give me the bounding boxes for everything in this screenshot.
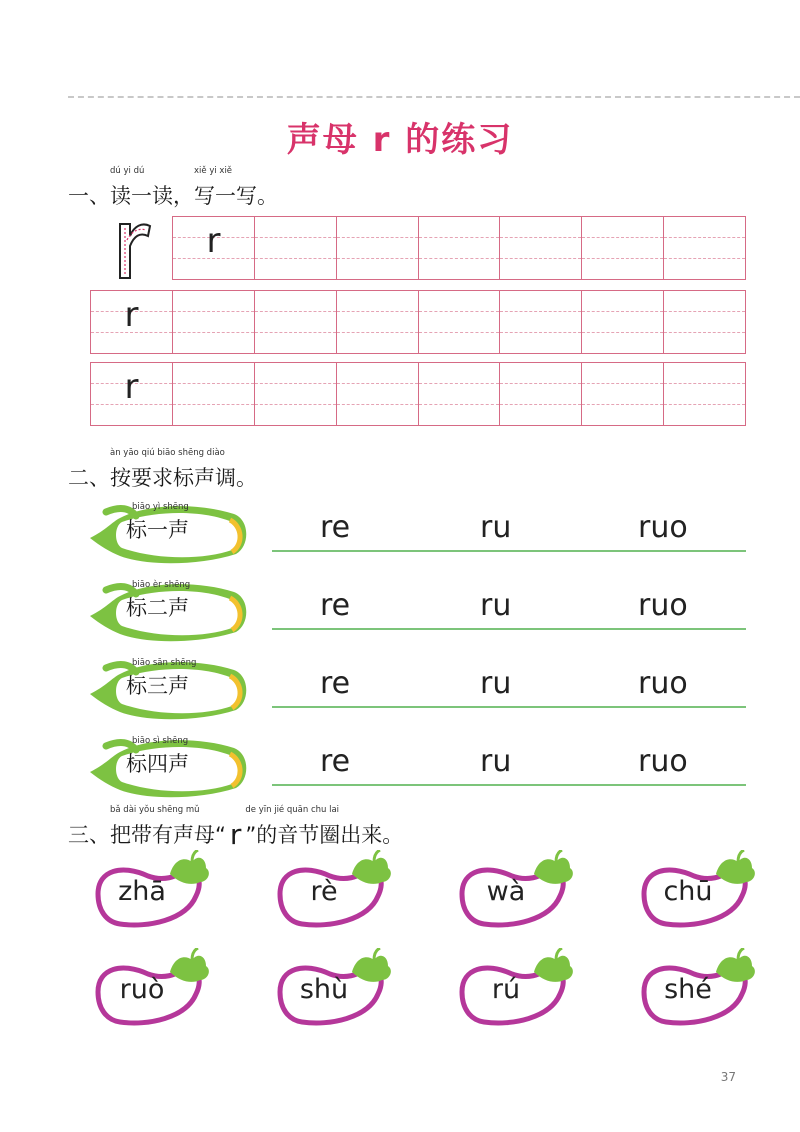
syllable[interactable]: ruo <box>638 744 688 779</box>
eggplant-syllable[interactable] <box>274 948 394 1028</box>
tone-label-pinyin: biāo sì shēng <box>132 736 189 746</box>
eggplant-syllable[interactable] <box>274 850 394 930</box>
tone-label: 标四声 <box>126 752 189 776</box>
writing-cell[interactable] <box>255 217 337 279</box>
writing-cell[interactable] <box>337 217 419 279</box>
writing-cell[interactable] <box>664 291 745 353</box>
syllable[interactable]: ruo <box>638 666 688 701</box>
writing-cell[interactable] <box>337 363 419 425</box>
section1-word: xiě yi xiě 写一写 <box>194 166 257 208</box>
section1-word: dú yi dú 读一读 <box>110 166 173 208</box>
writing-cell[interactable] <box>419 217 501 279</box>
stroke-order-r-icon <box>112 216 152 282</box>
eggplant-syllable-text: shù <box>299 974 349 1005</box>
writing-cell[interactable] <box>173 291 255 353</box>
eggplant-syllable[interactable] <box>456 850 576 930</box>
answer-line[interactable] <box>272 784 746 786</box>
tone-row <box>86 656 746 726</box>
eggplant-syllable-text: zhā <box>118 876 166 907</box>
top-dashed-divider <box>68 96 800 98</box>
syllable[interactable]: ruo <box>638 588 688 623</box>
eggplant-syllable-text: rú <box>491 974 521 1005</box>
eggplant-syllable-text: shé <box>664 974 712 1005</box>
eggplant-syllable[interactable] <box>92 850 212 930</box>
writing-cell[interactable] <box>582 217 664 279</box>
writing-cell[interactable] <box>582 291 664 353</box>
section3-word: bǎ dài yǒu shēng mǔ 把带有声母“ <box>110 805 226 847</box>
tone-row <box>86 578 746 648</box>
writing-cell[interactable]: r <box>173 217 255 279</box>
writing-cell[interactable] <box>500 217 582 279</box>
writing-cell[interactable] <box>419 363 501 425</box>
syllable[interactable]: ru <box>480 588 512 623</box>
section3-number: 三、 <box>68 823 110 847</box>
tone-label-pinyin: biāo sān shēng <box>132 658 197 668</box>
syllable[interactable]: re <box>320 666 351 701</box>
writing-cell[interactable] <box>419 291 501 353</box>
section3-letter: r <box>229 818 242 851</box>
answer-line[interactable] <box>272 550 746 552</box>
syllable[interactable]: ru <box>480 510 512 545</box>
tone-label: 标一声 <box>126 518 189 542</box>
section2-word: àn yāo qiú biāo shēng diào 按要求标声调 <box>110 448 236 490</box>
page-number: 37 <box>720 1070 736 1084</box>
tone-row <box>86 500 746 570</box>
section2-number: 二、 <box>68 466 110 490</box>
eggplant-syllable-text: ruò <box>119 974 165 1005</box>
eggplant-syllable-text: chū <box>663 876 713 907</box>
eggplant-syllable-text: wà <box>486 876 526 907</box>
writing-cell[interactable] <box>255 291 337 353</box>
writing-cell[interactable]: r <box>91 363 173 425</box>
eggplant-syllable[interactable] <box>638 948 758 1028</box>
page-title: 声母 r 的练习 <box>286 120 514 160</box>
eggplant-syllable[interactable] <box>456 948 576 1028</box>
writing-cell[interactable] <box>500 291 582 353</box>
section1-number: 一、 <box>68 184 110 208</box>
tone-label: 标三声 <box>126 674 189 698</box>
writing-grid-row-2 <box>90 290 746 354</box>
section3-heading <box>68 805 404 851</box>
section1-heading: 一、 dú yi dú 读一读， xiě yi xiě 写一写。 <box>68 166 278 208</box>
writing-grid-row-1 <box>172 216 746 280</box>
answer-line[interactable] <box>272 628 746 630</box>
writing-cell[interactable] <box>582 363 664 425</box>
tone-label: 标二声 <box>126 596 189 620</box>
writing-grid-row-3 <box>90 362 746 426</box>
syllable[interactable]: ru <box>480 666 512 701</box>
eggplant-syllable-text: rè <box>310 876 338 907</box>
tone-label-pinyin: biāo yì shēng <box>132 502 189 512</box>
tone-row <box>86 734 746 804</box>
writing-cell[interactable]: r <box>91 291 173 353</box>
section2-heading: 二、 àn yāo qiú biāo shēng diào 按要求标声调。 <box>68 448 257 490</box>
syllable[interactable]: re <box>320 510 351 545</box>
syllable[interactable]: re <box>320 588 351 623</box>
writing-cell[interactable] <box>664 363 745 425</box>
writing-cell[interactable] <box>500 363 582 425</box>
eggplant-syllable[interactable] <box>92 948 212 1028</box>
writing-cell[interactable] <box>173 363 255 425</box>
answer-line[interactable] <box>272 706 746 708</box>
tone-label-pinyin: biāo èr shēng <box>132 580 191 590</box>
section3-word: de yīn jié quān chu lai ”的音节圈出来。 <box>245 805 404 847</box>
eggplant-syllable[interactable] <box>638 850 758 930</box>
writing-cell[interactable] <box>255 363 337 425</box>
syllable[interactable]: ru <box>480 744 512 779</box>
syllable[interactable]: re <box>320 744 351 779</box>
writing-cell[interactable] <box>337 291 419 353</box>
syllable[interactable]: ruo <box>638 510 688 545</box>
writing-cell[interactable] <box>664 217 745 279</box>
